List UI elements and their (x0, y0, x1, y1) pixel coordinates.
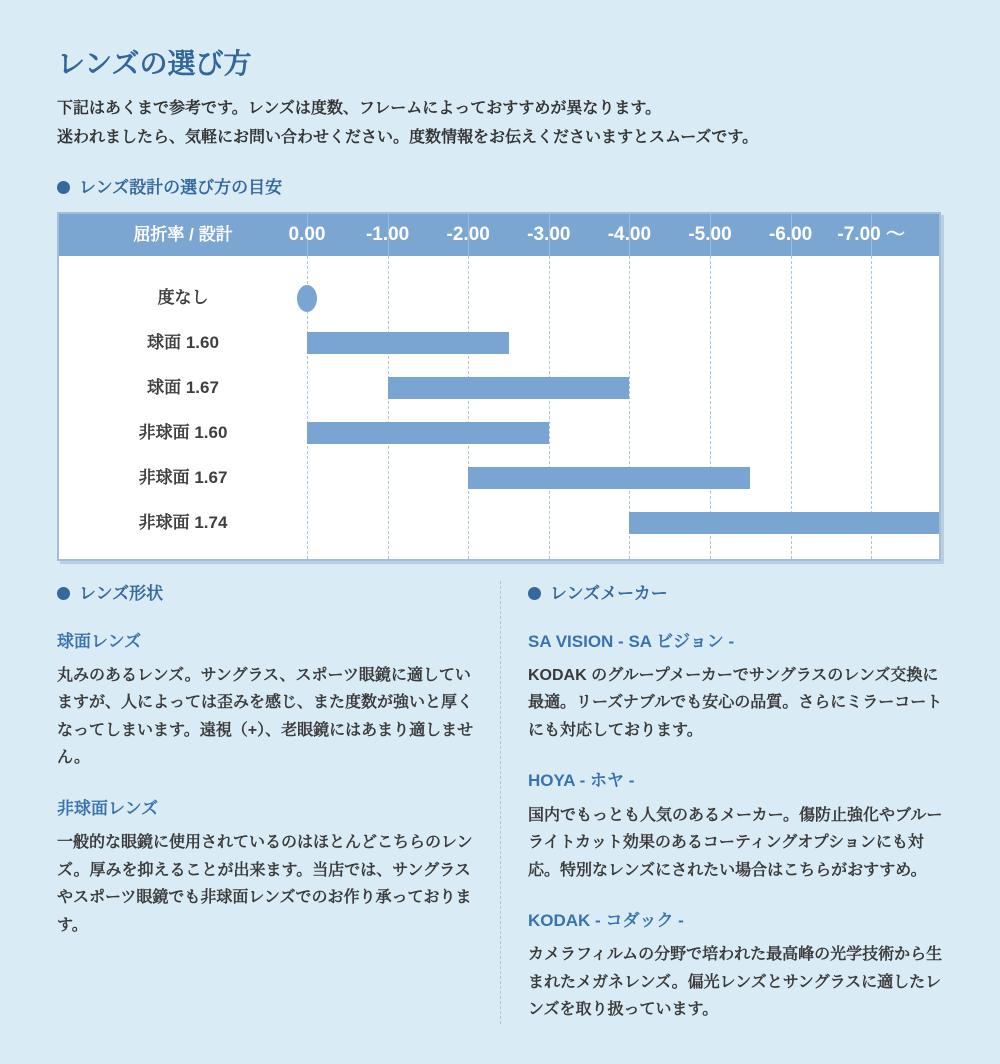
row-label: 非球面 1.67 (138, 468, 228, 488)
page-title: レンズの選び方 (57, 48, 252, 79)
intro-line-1: 下記はあくまで参考です。レンズは度数、フレームによっておすすめが異なります。 (57, 100, 662, 117)
shape-section-label: レンズ形状 (79, 583, 164, 603)
x-tick-label: -4.00 (607, 223, 652, 245)
maker-section-label: レンズメーカー (550, 583, 668, 603)
range-bar (388, 377, 630, 399)
range-bar (468, 467, 750, 489)
chart-header-label: 屈折率 / 設計 (133, 224, 233, 244)
lens-maker-item (528, 631, 948, 745)
x-tick-label: -5.00 (688, 223, 732, 245)
lens-design-chart (57, 212, 941, 561)
grid-line (468, 256, 469, 559)
lens-shape-item (57, 798, 479, 939)
item-heading: 非球面レンズ (57, 798, 159, 818)
lens-maker-item (528, 770, 948, 884)
grid-line (549, 256, 550, 559)
row-label: 球面 1.67 (147, 378, 219, 398)
chart-section-label: レンズ設計の選び方の目安 (79, 177, 283, 197)
dot-marker (297, 285, 317, 312)
intro-line-2: 迷われましたら、気軽にお問い合わせください。度数情報をお伝えくださいますとスムーズです。 (57, 128, 759, 146)
x-tick-label: -1.00 (365, 223, 410, 245)
column-divider (500, 581, 501, 1024)
x-tick-label: 0.00 (288, 223, 326, 245)
section-bullet-icon (57, 181, 70, 194)
lens-maker-item (528, 910, 948, 1024)
item-body: 丸みのあるレンズ。サングラス、スポーツ眼鏡に適していますが、人によっては歪みを感じ、また度数が強いと厚くなってしまいます。遠視（+）、老眼鏡にはあまり適しません。 (57, 666, 474, 767)
item-heading: SA VISION - SA ビジョン - (528, 631, 735, 651)
item-body: KODAK のグループメーカーでサングラスのレンズ交換に最適。リーズナブルでも安心の品質。さらにミラーコートにも対応しております。 (528, 666, 943, 739)
row-label: 度なし (157, 288, 209, 308)
section-bullet-icon (57, 587, 70, 600)
x-tick-label: -6.00 (768, 223, 813, 245)
range-bar (629, 512, 939, 534)
intro-text (57, 95, 948, 153)
item-heading: 球面レンズ (57, 631, 142, 651)
section-bullet-icon (528, 587, 541, 600)
maker-section-header (528, 583, 948, 605)
item-body: 国内でもっとも人気のあるメーカー。傷防止強化やブルーライトカット効果のあるコーティングオプションにも対応。特別なレンズにされたい場合はこちらがおすすめ。 (528, 806, 943, 879)
item-body: 一般的な眼鏡に使用されているのはほとんどこちらのレンズ。厚みを抑えることが出来ます。当店では、サングラスやスポーツ眼鏡でも非球面レンズでのお作り承っております。 (57, 834, 473, 934)
item-heading: HOYA - ホヤ - (528, 771, 635, 791)
item-heading: KODAK - コダック - (528, 911, 684, 931)
chart-section-header (57, 177, 948, 199)
lens-shape-column (57, 581, 479, 1024)
lens-shape-item (57, 631, 479, 772)
x-tick-label: -3.00 (527, 223, 571, 245)
lens-maker-column (528, 581, 948, 1024)
row-label: 非球面 1.60 (138, 423, 228, 443)
row-label: 球面 1.60 (147, 333, 219, 353)
row-label: 非球面 1.74 (138, 513, 228, 533)
info-columns (57, 581, 948, 1064)
item-body: カメラフィルムの分野で培われた最高峰の光学技術から生まれたメガネレンズ。偏光レンズとサングラスに適したレンズを取り扱っています。 (528, 946, 943, 1019)
x-tick-label: -2.00 (446, 223, 490, 245)
grid-line (388, 256, 389, 559)
range-bar (307, 332, 509, 354)
x-tick-label: -7.00 ～ (837, 223, 905, 245)
shape-section-header (57, 583, 479, 605)
range-bar (307, 422, 549, 444)
